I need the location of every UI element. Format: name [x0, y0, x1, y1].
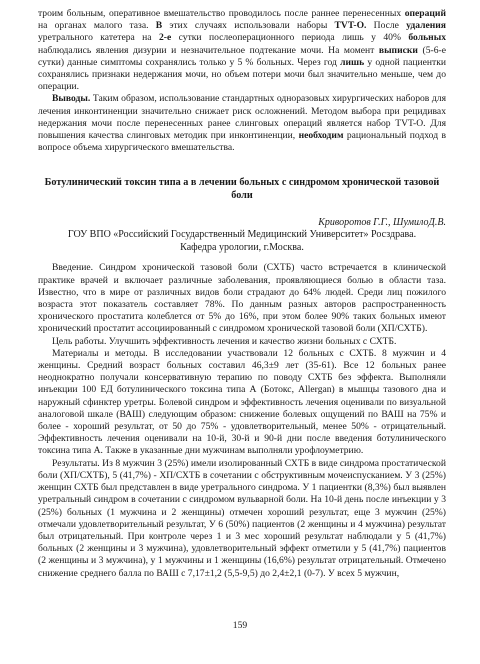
methods-paragraph: Материалы и методы. В исследовании участвовали 12 больных с СХТБ. 8 мужчин и 4 женщины. Средний возраст больных составил 46,3±9 лет (35-61). Все 12 больных ранее неоднократно получали консервативную терапию по поводу СХТБ без эффекта. Выполняли инъекции 100 ЕД ботулинического токсина типа А (Ботокс, Allergan) в мышцы тазового дна и наружный сфинктер уретры. Болевой синдром и эффективность лечения оценивали по визуальной аналоговой шкале (ВАШ) следующим образом: снижение болевых ощущений по ВАШ на 75% и более - хороший результат, от 50 до 75% - удовлетворительный, менее 50% - отрицательный. Эффективность лечения оценивали на 10-й, 30-й и 90-й дни после введения ботулинического токсина типа А. Также в указанные дни мужчинам выполняли урофлоуметрию. [38, 347, 446, 457]
article-affiliation: ГОУ ВПО «Российский Государственный Медицинский Университет» Росздрава. [67, 229, 417, 241]
intro-paragraph: Введение. Синдром хронической тазовой боли (СХТБ) часто встречается в клинической практике врачей и включает различные заболевания, проявляющиеся болью в области таза. Известно, что в мире от различных видов боли страдают до 64% людей. Среди лиц пожилого возраста этот показатель составляет 78%. По данным разных авторов распространенность хронического простатита колеблется от 5% до 16%, при этом более 90% таких больных имеют хронический простатит ассоциированный с синдромом хронической тазовой боли (ХП/СХТБ). [38, 262, 446, 335]
article-department: Кафедра урологии, г.Москва. [180, 241, 304, 253]
prev-results-paragraph: троим больным, оперативное вмешательство проводилось после раннее перенесенных операций на органах малого таза. В этих случаях использовали наборы TVT-O. После удаления уретрального катетера на 2-е сутки послеоперационного периода лишь у 40% больных наблюдались явления дизурии и незначительное подтекание мочи. На момент выписки (5-6-е сутки) данные симптомы сохранялись только у 5 % больных. Через год лишь у одной пациентки сохранялись признаки недержания мочи, но объем потери мочи был значительно меньше, чем до операции. [38, 8, 447, 93]
article-authors: Криворотов Г.Г., ШумилоД.В. [318, 217, 446, 229]
results-paragraph: Результаты. Из 8 мужчин 3 (25%) имели изолированный СХТБ в виде синдрома простатической боли (ХП/СХТБ), 5 (41,7%) - ХП/СХТБ в сочетании с обструктивным мочеиспусканием. У 3 (25%) женщин СХТБ был представлен в виде уретрального синдрома. У 1 пациентки (8,3%) был выявлен уретральный синдром в сочетании с синдромом вульварной боли. На 10-й день после инъекции у 3 (25%) больных (1 мужчина и 2 женщины) отмечен хороший результат, еще 3 мужчин (25%) отмечали удовлетворительный результат, У 6 (50%) пациентов (2 женщины и 4 мужчина) результат был отрицательный. При контроле через 1 и 3 мес хороший результат наблюдали у 5 (41,7%) больных (2 женщины и 3 мужчина), удовлетворительный эффект отметили у 5 (41,7%) пациентов (2 женщины и 3 мужчина), у 1 мужчины и 1 женщины (16,6%) результат отрицательный. Отмечено снижение среднего балла по ВАШ с 7,17±1,2 (5,5-9,5) до 2,4±2,1 (0-7). У всех 5 мужчин, [38, 457, 446, 579]
goal-paragraph: Цель работы. Улучшить эффективность лечения и качество жизни больных с СХТБ. [52, 335, 397, 347]
article-title: Ботулинический токсин типа а в лечении больных с синдромом хронической тазовой боли [44, 177, 440, 202]
page-number: 159 [232, 620, 248, 631]
document-page [38, 8, 446, 580]
conclusions-paragraph: Выводы. Таким образом, использование стандартных одноразовых хирургических наборов для лечения инконтиненции значительно снижает риск осложнений. Методом выбора при рецидивах недержания мочи после перенесенных ранее слинговых операций является набор TVT-O. Для повышения качества слинговых методик при инконтиненции, необходим рациональный подход в вопросе объема хирургического вмешательства. [38, 93, 446, 154]
